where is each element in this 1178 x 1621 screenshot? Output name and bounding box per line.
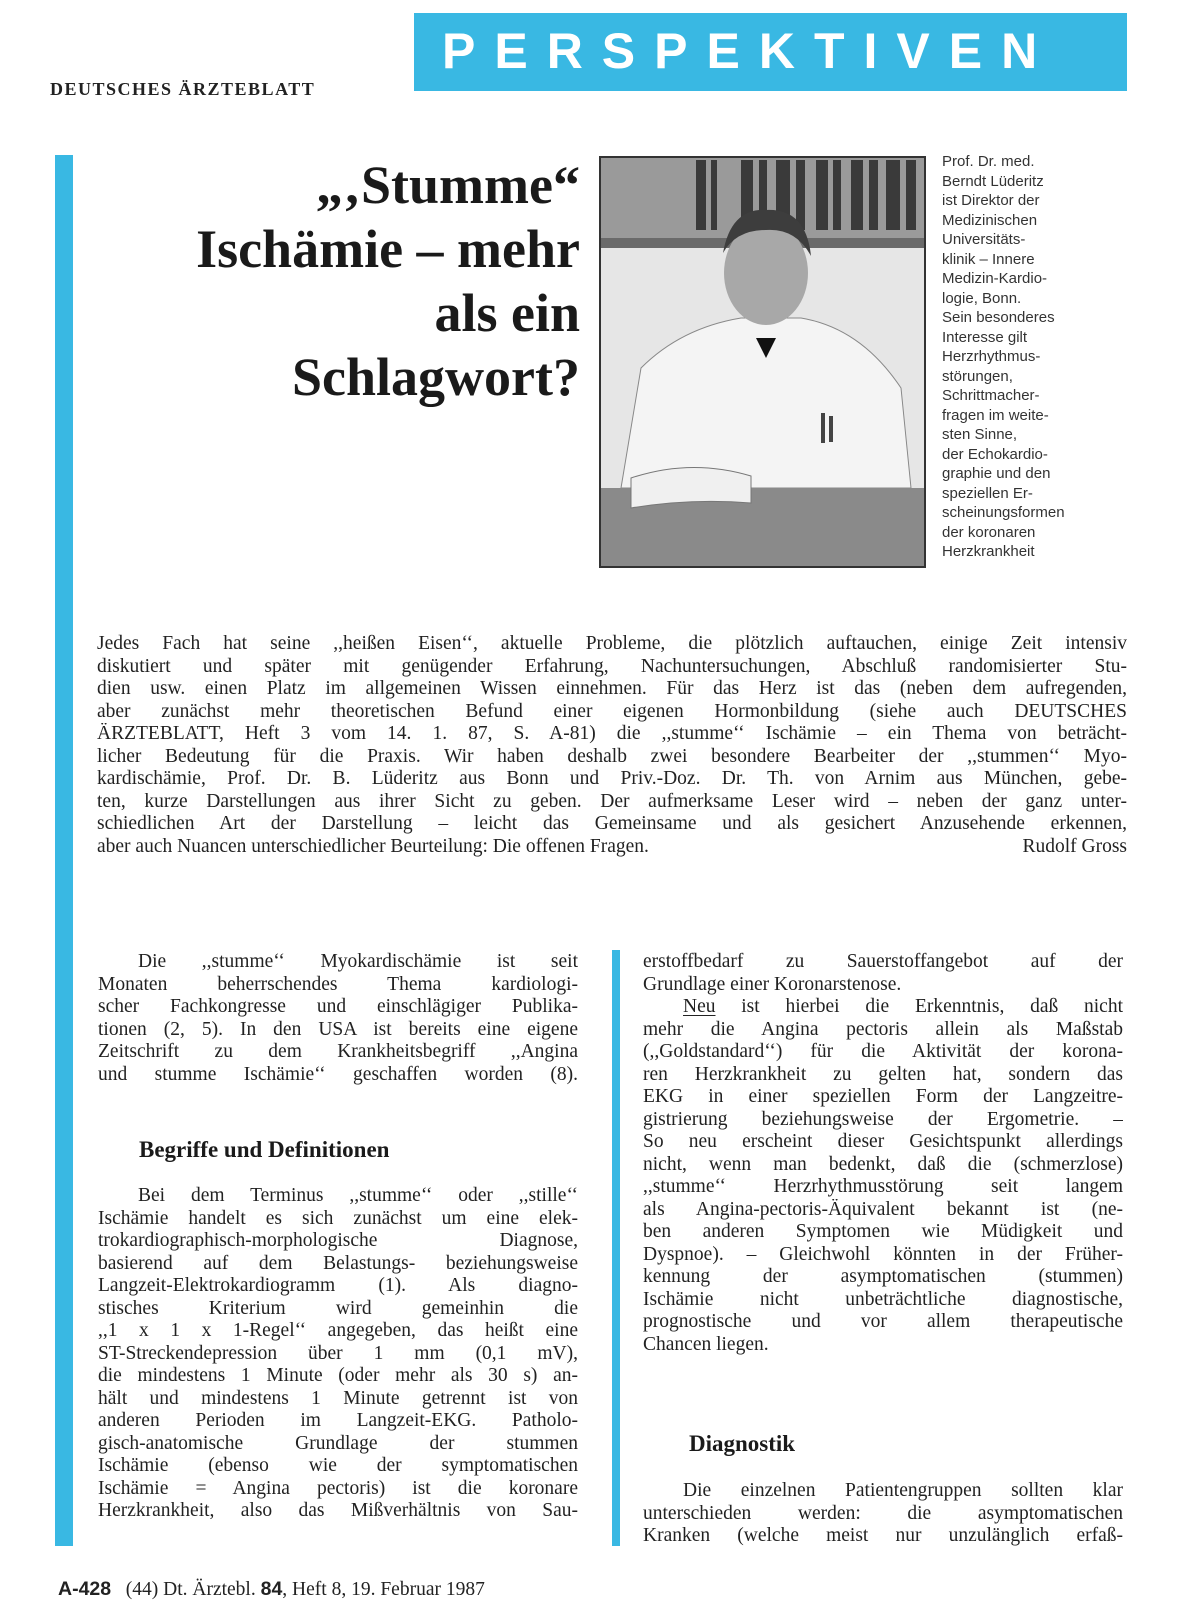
- text-line: stisches Kriterium wird gemeinhin die: [98, 1297, 578, 1319]
- text-line: ren Herzkrankheit zu gelten hat, sondern das: [643, 1063, 1123, 1085]
- title-line: als ein: [434, 283, 580, 343]
- footer-citation: (44) Dt. Ärztebl.: [125, 1579, 261, 1600]
- text-line: prognostische und vor allem therapeutische: [643, 1311, 1123, 1332]
- caption-line: Herzrhythmus-: [942, 348, 1041, 365]
- text-line: Zeitschrift zu dem Krankheitsbegriff ,,Angina: [98, 1041, 578, 1062]
- text-line: [643, 996, 1123, 1019]
- caption-line: speziellen Er-: [942, 484, 1033, 502]
- page-number: A-428: [58, 1578, 112, 1600]
- article-title: [80, 153, 580, 409]
- column-right-cont: [643, 1480, 1123, 1548]
- caption-line: fragen im weite-: [942, 406, 1049, 424]
- intro-line: ÄRZTEBLATT, Heft 3 vom 14. 1. 87, S. A-81) die ,,stumme‘‘ Ischämie – ein Thema von beträcht-: [97, 723, 1127, 744]
- paragraph: [643, 996, 1123, 1356]
- text-line: gistrierung beziehungsweise der Ergometrie. –: [643, 1108, 1123, 1130]
- intro-line: ten, kurze Darstellungen aus ihrer Sicht zu geben. Der aufmerksame Leser wird – neben der ganz unter-: [97, 790, 1127, 812]
- intro-last-line: [97, 836, 1127, 859]
- text-line: basierend auf dem Belastungs- beziehungsweise: [98, 1252, 578, 1274]
- title-line: Schlagwort?: [292, 347, 580, 407]
- text-line: Chancen liegen.: [643, 1333, 769, 1355]
- text-line: Ischämie (ebenso wie der symptomatischen: [98, 1455, 578, 1476]
- intro-line: dien usw. einen Platz im allgemeinen Wissen einnehmen. Für das Herz ist das (neben dem aufregenden,: [97, 678, 1127, 699]
- section-banner: [414, 13, 1127, 91]
- text-line: hält und mindestens 1 Minute getrennt ist von: [98, 1387, 578, 1409]
- text-line: die mindestens 1 Minute (oder mehr als 30 s) an-: [98, 1365, 578, 1386]
- accent-bar-middle: [612, 950, 620, 1546]
- caption-line: Schrittmacher-: [942, 387, 1040, 404]
- text-line: (,,Goldstandard‘‘) für die Aktivität der korona-: [643, 1041, 1123, 1062]
- text-line: Die ,,stumme‘‘ Myokardischämie ist seit: [138, 951, 578, 972]
- text-line: unterschieden werden: die asymptomatischen: [643, 1502, 1123, 1524]
- subheading-begriffe: Begriffe und Definitionen: [139, 1137, 390, 1162]
- page-footer: [58, 1578, 485, 1601]
- photo-caption: [942, 152, 1122, 562]
- accent-bar-left: [55, 155, 73, 1546]
- caption-line: klinik – Innere: [942, 250, 1035, 268]
- text-line: Kranken (welche meist nur unzulänglich erfaß-: [643, 1525, 1123, 1546]
- intro-line: diskutiert und später mit genügender Erfahrung, Nachuntersuchungen, Abschluß randomisierter Stu-: [97, 655, 1127, 677]
- title-line: Ischämie – mehr: [196, 219, 580, 279]
- caption-line: Medizinischen: [942, 211, 1038, 229]
- text-line: ,,1 x 1 x 1-Regel‘‘ angegeben, das heißt eine: [98, 1320, 578, 1341]
- text-line: So neu erscheint dieser Gesichtspunkt allerdings: [643, 1131, 1123, 1152]
- intro-line: Jedes Fach hat seine ,,heißen Eisen‘‘, aktuelle Probleme, die plötzlich auftauchen, einige Zeit intensiv: [97, 633, 1127, 654]
- caption-line: störungen,: [942, 367, 1013, 385]
- text-line: Ischämie handelt es sich zunächst um eine elek-: [98, 1207, 578, 1229]
- text-line: scher Fachkongresse und einschlägiger Publika-: [98, 996, 578, 1017]
- text-line: anderen Perioden im Langzeit-EKG. Patholo-: [98, 1410, 578, 1431]
- caption-line: ist Direktor der: [942, 192, 1040, 209]
- caption-line: scheinungsformen: [942, 504, 1065, 521]
- masthead: DEUTSCHES ÄRZTEBLATT: [50, 79, 316, 99]
- volume-number: 84: [260, 1578, 283, 1600]
- intro-line: kardischämie, Prof. Dr. B. Lüderitz aus Bonn und Priv.-Doz. Dr. Th. von Arnim aus München, gebe-: [97, 768, 1127, 789]
- text-line: und stumme Ischämie‘‘ geschaffen worden (8).: [98, 1063, 578, 1085]
- subheading-diagnostik: Diagnostik: [689, 1431, 796, 1456]
- caption-line: Medizin-Kardio-: [942, 270, 1048, 287]
- intro-line: aber auch Nuancen unterschiedlicher Beurteilung: Die offenen Fragen.: [97, 835, 649, 857]
- text-fragment: ist hierbei die Erkenntnis, daß nicht: [715, 996, 1123, 1017]
- caption-line: Herzkrankheit: [942, 543, 1035, 560]
- caption-line: Sein besonderes: [942, 309, 1055, 326]
- caption-line: Berndt Lüderitz: [942, 172, 1044, 190]
- paragraph: [643, 1480, 1123, 1548]
- intro-author: Rudolf Gross: [1022, 835, 1127, 857]
- text-line: gisch-anatomische Grundlage der stummen: [98, 1432, 578, 1454]
- text-line: Grundlage einer Koronarstenose.: [643, 973, 902, 995]
- text-line: Herzkrankheit, also das Mißverhältnis von Sau-: [98, 1500, 578, 1521]
- text-line: ST-Streckendepression über 1 mm (0,1 mV),: [98, 1342, 578, 1364]
- text-line: trokardiographisch-morphologische Diagnose,: [98, 1230, 578, 1251]
- column-left-cont: [98, 1185, 578, 1523]
- text-line: Ischämie nicht unbeträchtliche diagnostische,: [643, 1288, 1123, 1310]
- text-line: als Angina-pectoris-Äquivalent bekannt ist (ne-: [643, 1198, 1123, 1220]
- caption-line: Prof. Dr. med.: [942, 153, 1035, 170]
- intro-line: schiedlichen Art der Darstellung – leicht das Gemeinsame und als gesichert Anzusehende erkennen,: [97, 813, 1127, 834]
- paragraph: [98, 1185, 578, 1523]
- intro-line: aber zunächst mehr theoretischen Befund einer eigenen Hormonbildung (siehe auch DEUTSCHES: [97, 700, 1127, 722]
- text-line: Langzeit-Elektrokardiogramm (1). Als diagno-: [98, 1275, 578, 1296]
- caption-line: der Echokardio-: [942, 445, 1048, 463]
- text-line: Dyspnoe). – Gleichwohl könnten in der Früher-: [643, 1243, 1123, 1265]
- caption-line: graphie und den: [942, 465, 1051, 482]
- author-photo: [599, 156, 926, 568]
- text-line: EKG in einer speziellen Form der Langzeitre-: [643, 1086, 1123, 1107]
- caption-line: Interesse gilt: [942, 328, 1028, 346]
- text-line: Monaten beherrschendes Thema kardiologi-: [98, 973, 578, 995]
- emphasis-word: Neu: [683, 996, 716, 1017]
- caption-line: Universitäts-: [942, 231, 1026, 248]
- text-line: erstoffbedarf zu Sauerstoffangebot auf der: [643, 951, 1123, 972]
- title-line: „‚Stumme“: [316, 155, 580, 215]
- text-line: ben anderen Symptomen wie Müdigkeit und: [643, 1221, 1123, 1242]
- editorial-intro: [97, 633, 1127, 858]
- footer-citation-rest: , Heft 8, 19. Februar 1987: [282, 1579, 485, 1600]
- paragraph: [643, 951, 1123, 996]
- caption-line: der koronaren: [942, 523, 1036, 541]
- paragraph: [98, 951, 578, 1086]
- text-line: mehr die Angina pectoris allein als Maßstab: [643, 1018, 1123, 1040]
- text-line: Ischämie = Angina pectoris) ist die koronare: [98, 1477, 578, 1499]
- section-title: PERSPEKTIVEN: [442, 23, 1057, 79]
- text-line: nicht, wenn man bedenkt, daß die (schmerzlose): [643, 1153, 1123, 1175]
- caption-line: logie, Bonn.: [942, 289, 1022, 307]
- caption-line: sten Sinne,: [942, 426, 1018, 443]
- text-line: Bei dem Terminus ,,stumme‘‘ oder ,,stille‘‘: [138, 1185, 578, 1206]
- column-right: [643, 951, 1123, 1356]
- text-line: ,,stumme‘‘ Herzrhythmusstörung seit langem: [643, 1176, 1123, 1197]
- text-line: kennung der asymptomatischen (stummen): [643, 1266, 1123, 1287]
- text-line: tionen (2, 5). In den USA ist bereits eine eigene: [98, 1018, 578, 1040]
- text-line: Die einzelnen Patientengruppen sollten klar: [683, 1480, 1123, 1501]
- intro-line: licher Bedeutung für die Praxis. Wir haben deshalb zwei besondere Bearbeiter der ,,stummen‘‘ Myo-: [97, 745, 1127, 767]
